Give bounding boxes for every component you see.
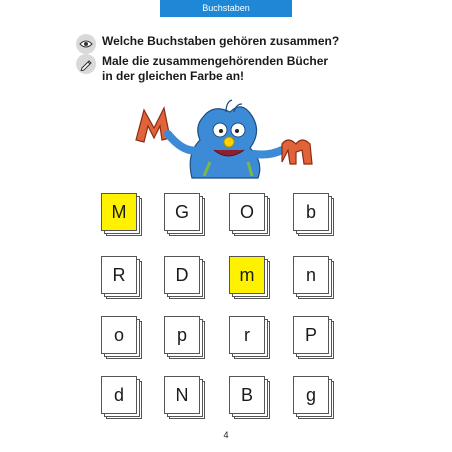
book-cover-letter: b <box>293 193 329 231</box>
pencil-icon <box>76 54 96 74</box>
instruction-1-text: Welche Buchstaben gehören zusammen? <box>102 34 340 48</box>
book-cover-letter: P <box>293 316 329 354</box>
letter-book[interactable] <box>164 376 202 416</box>
letter-book[interactable] <box>101 256 139 296</box>
book-cover-letter: G <box>164 193 200 231</box>
letter-book[interactable] <box>229 376 267 416</box>
monster-illustration <box>130 92 330 184</box>
brick-letter-small-m <box>282 140 312 164</box>
letter-book[interactable] <box>229 193 267 233</box>
letter-book[interactable] <box>293 376 331 416</box>
book-cover-letter: r <box>229 316 265 354</box>
letter-book[interactable] <box>101 193 139 233</box>
letter-book[interactable] <box>164 316 202 356</box>
brick-letter-capital-m <box>136 108 170 142</box>
letter-book[interactable] <box>293 316 331 356</box>
letter-book[interactable] <box>293 193 331 233</box>
book-cover-letter: p <box>164 316 200 354</box>
page-number: 4 <box>223 430 229 440</box>
book-cover-letter: N <box>164 376 200 414</box>
book-cover-letter: R <box>101 256 137 294</box>
letter-book[interactable] <box>164 256 202 296</box>
instruction-2-text <box>102 54 328 84</box>
letter-book[interactable] <box>164 193 202 233</box>
letter-book[interactable] <box>229 256 267 296</box>
book-cover-letter: B <box>229 376 265 414</box>
section-header-tab: Buchstaben <box>160 0 292 17</box>
instruction-2 <box>76 54 328 84</box>
instruction-2-line-2: in der gleichen Farbe an! <box>102 69 245 83</box>
book-cover-letter: M <box>101 193 137 231</box>
book-cover-letter: O <box>229 193 265 231</box>
letter-book[interactable] <box>101 316 139 356</box>
book-cover-letter: d <box>101 376 137 414</box>
book-cover-letter: o <box>101 316 137 354</box>
eye-icon <box>76 34 96 54</box>
book-cover-letter: m <box>229 256 265 294</box>
letter-book[interactable] <box>229 316 267 356</box>
letter-book[interactable] <box>101 376 139 416</box>
book-cover-letter: D <box>164 256 200 294</box>
book-cover-letter: g <box>293 376 329 414</box>
letter-book[interactable] <box>293 256 331 296</box>
instruction-1 <box>76 34 339 54</box>
instruction-2-line-1: Male die zusammengehörenden Bücher <box>102 54 329 68</box>
book-cover-letter: n <box>293 256 329 294</box>
monster-body <box>168 100 282 178</box>
